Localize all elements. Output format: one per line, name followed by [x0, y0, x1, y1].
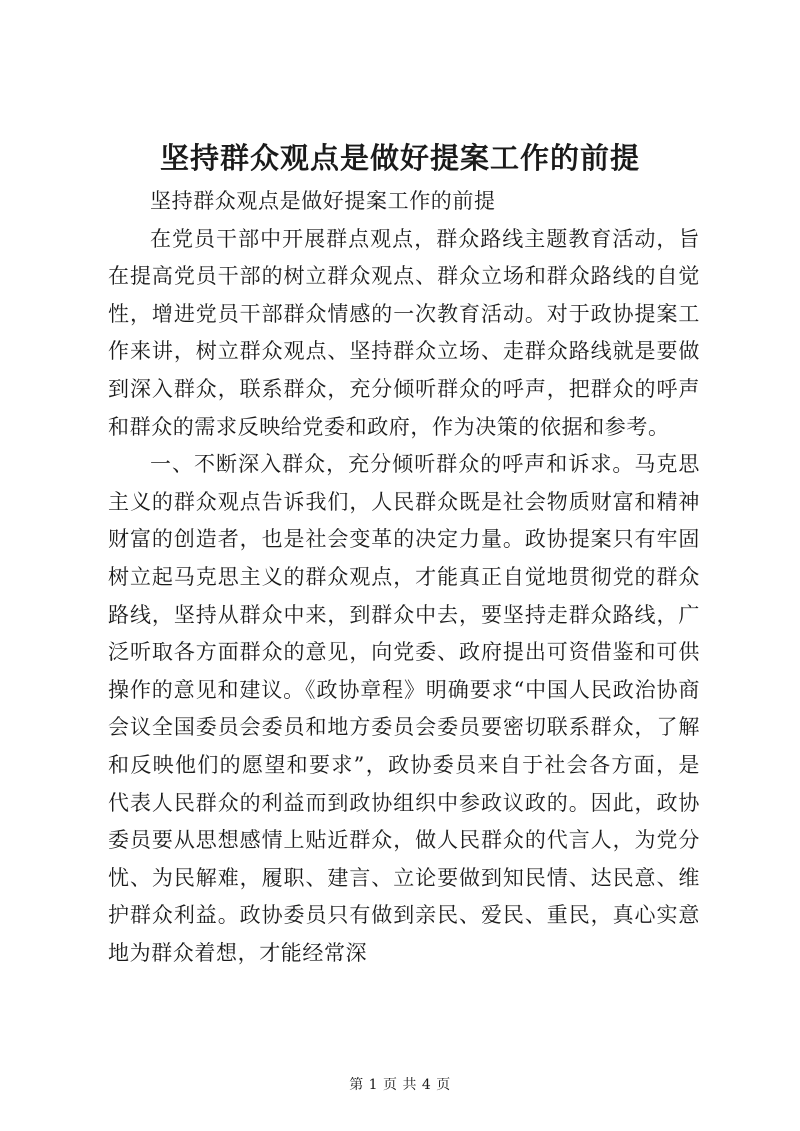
paragraph-intro: 在党员干部中开展群点观点，群众路线主题教育活动，旨在提高党员干部的树立群众观点、群众立场和群众路线的自觉性，增进党员干部群众情感的一次教育活动。对于政协提案工作来讲，树立群众观点、坚持群众立场、走群众路线就是要做到深入群众，联系群众，充分倾听群众的呼声，把群众的呼声和群众的需求反映给党委和政府，作为决策的依据和参考。 — [108, 226, 700, 439]
paragraph-section-one: 一、不断深入群众，充分倾听群众的呼声和诉求。马克思主义的群众观点告诉我们，人民群众既是社会物质财富和精神财富的创造者，也是社会变革的决定力量。政协提案只有牢固树立起马克思主义的群众观点，才能真正自觉地贯彻党的群众路线，坚持从群众中来，到群众中去，要坚持走群众路线，广泛听取各方面群众的意见，向党委、政府提出可资借鉴和可供操作的意见和建议。《政协章程》明确要求“中国人民政治协商会议全国委员会委员和地方委员会委员要密切联系群众，了解和反映他们的愿望和要求”，政协委员来自于社会各方面，是代表人民群众的利益而到政协组织中参政议政的。因此，政协委员要从思想感情上贴近群众，做人民群众的代言人，为党分忧、为民解难，履职、建言、立论要做到知民情、达民意、维护群众利益。政协委员只有做到亲民、爱民、重民，真心实意地为群众着想，才能经常深 — [108, 452, 700, 965]
document-title: 坚持群众观点是做好提案工作的前提 — [159, 141, 640, 175]
page-footer: 第 1 页 共 4 页 — [349, 1077, 451, 1093]
document-body — [108, 183, 700, 972]
paragraph-subtitle: 坚持群众观点是做好提案工作的前提 — [150, 189, 496, 213]
